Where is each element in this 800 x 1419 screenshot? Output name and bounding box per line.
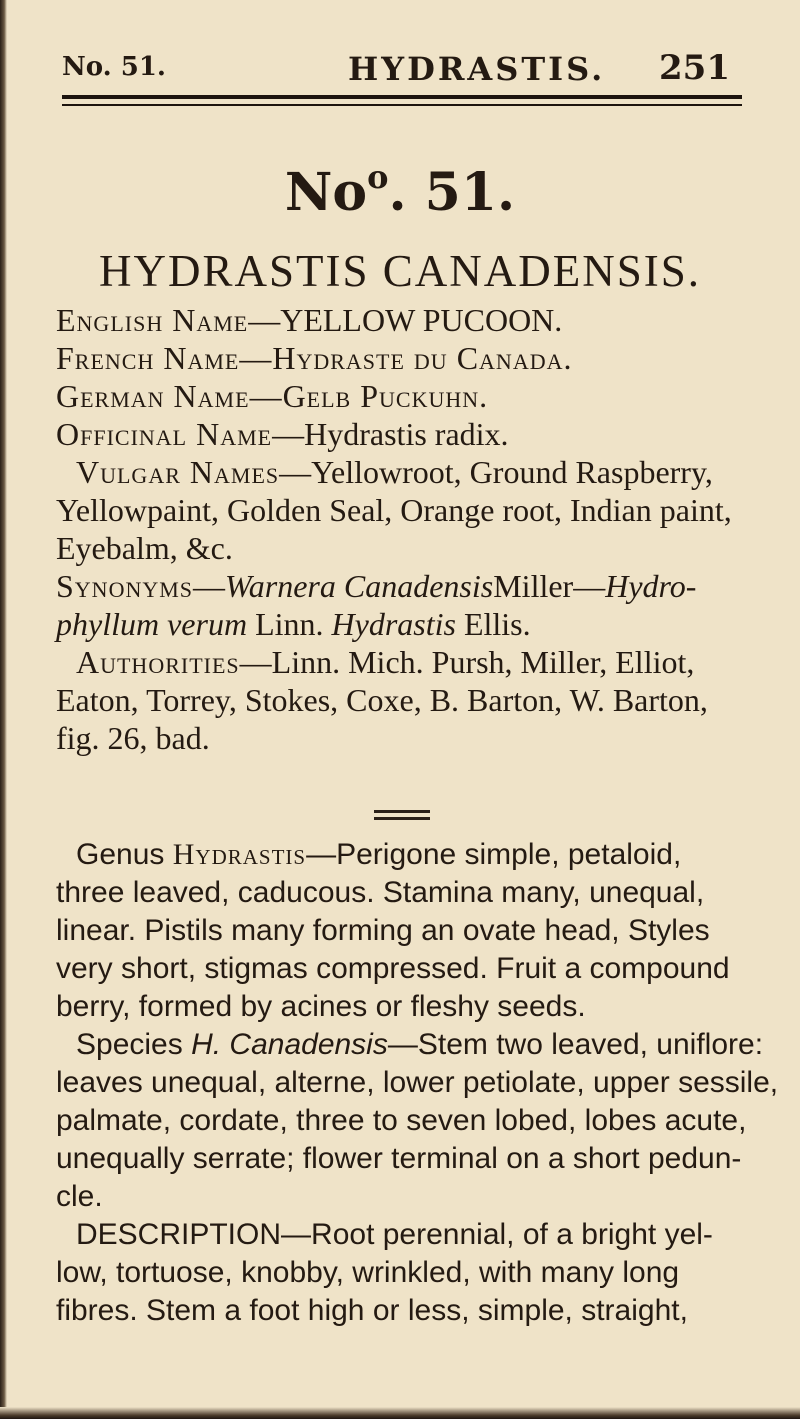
genus-line-4: very short, stigmas compressed. Fruit a compound bbox=[56, 952, 730, 985]
running-head-title: HYDRASTIS. bbox=[348, 50, 606, 88]
species-line-5: cle. bbox=[56, 1180, 103, 1213]
running-head bbox=[62, 48, 742, 88]
page-bottom-edge bbox=[0, 1407, 800, 1419]
english-name-line: English Name—YELLOW PUCOON. bbox=[56, 302, 563, 338]
section-number: No$^o$. 51. bbox=[284, 158, 516, 223]
header-rule-thick bbox=[62, 95, 742, 99]
species-line-1: Species H. Canadensis—Stem two leaved, uniflore: bbox=[76, 1028, 764, 1061]
description-line-1: DESCRIPTION—Root perennial, of a bright yel- bbox=[76, 1218, 713, 1251]
authorities-line-2: Eaton, Torrey, Stokes, Coxe, B. Barton, W. Barton, bbox=[56, 682, 708, 718]
genus-line-5: berry, formed by acines or fleshy seeds. bbox=[56, 990, 586, 1023]
species-line-4: unequally serrate; flower terminal on a short pedun- bbox=[56, 1142, 742, 1175]
description-line-2: low, tortuose, knobby, wrinkled, with many long bbox=[56, 1256, 680, 1289]
section-divider bbox=[374, 810, 430, 813]
header-rule-thin bbox=[62, 104, 742, 106]
vulgar-names-line-3: Eyebalm, &c. bbox=[56, 530, 233, 566]
genus-line-2: three leaved, caducous. Stamina many, unequal, bbox=[56, 876, 705, 909]
running-head-number: No. 51. bbox=[62, 52, 166, 82]
vulgar-names-line-2: Yellowpaint, Golden Seal, Orange root, Indian paint, bbox=[56, 492, 732, 528]
genus-line-3: linear. Pistils many forming an ovate head, Styles bbox=[56, 914, 710, 947]
synonyms-line: Synonyms—Warnera CanadensisMiller—Hydro- bbox=[56, 568, 697, 604]
description-line-3: fibres. Stem a foot high or less, simple, straight, bbox=[56, 1294, 688, 1327]
section-divider-2 bbox=[374, 817, 430, 820]
officinal-name-line: Officinal Name—Hydrastis radix. bbox=[56, 416, 509, 452]
german-name-line: German Name—Gelb Puckuhn. bbox=[56, 378, 489, 414]
species-line-2: leaves unequal, alterne, lower petiolate, upper sessile, bbox=[56, 1066, 779, 1099]
authorities-line: Authorities—Linn. Mich. Pursh, Miller, Elliot, bbox=[76, 644, 695, 680]
authorities-line-3: fig. 26, bad. bbox=[56, 720, 210, 756]
species-line-3: palmate, cordate, three to seven lobed, lobes acute, bbox=[56, 1104, 747, 1137]
vulgar-names-line: Vulgar Names—Yellowroot, Ground Raspberry, bbox=[76, 454, 713, 490]
genus-line-1: Genus Hydrastis—Perigone simple, petaloid, bbox=[76, 838, 682, 871]
synonyms-line-2: phyllum verum Linn. Hydrastis Ellis. bbox=[56, 606, 531, 642]
french-name-line: French Name—Hydraste du Canada. bbox=[56, 340, 573, 376]
section-heading: HYDRASTIS CANADENSIS. bbox=[98, 246, 702, 296]
page-number: 251 bbox=[659, 48, 730, 88]
